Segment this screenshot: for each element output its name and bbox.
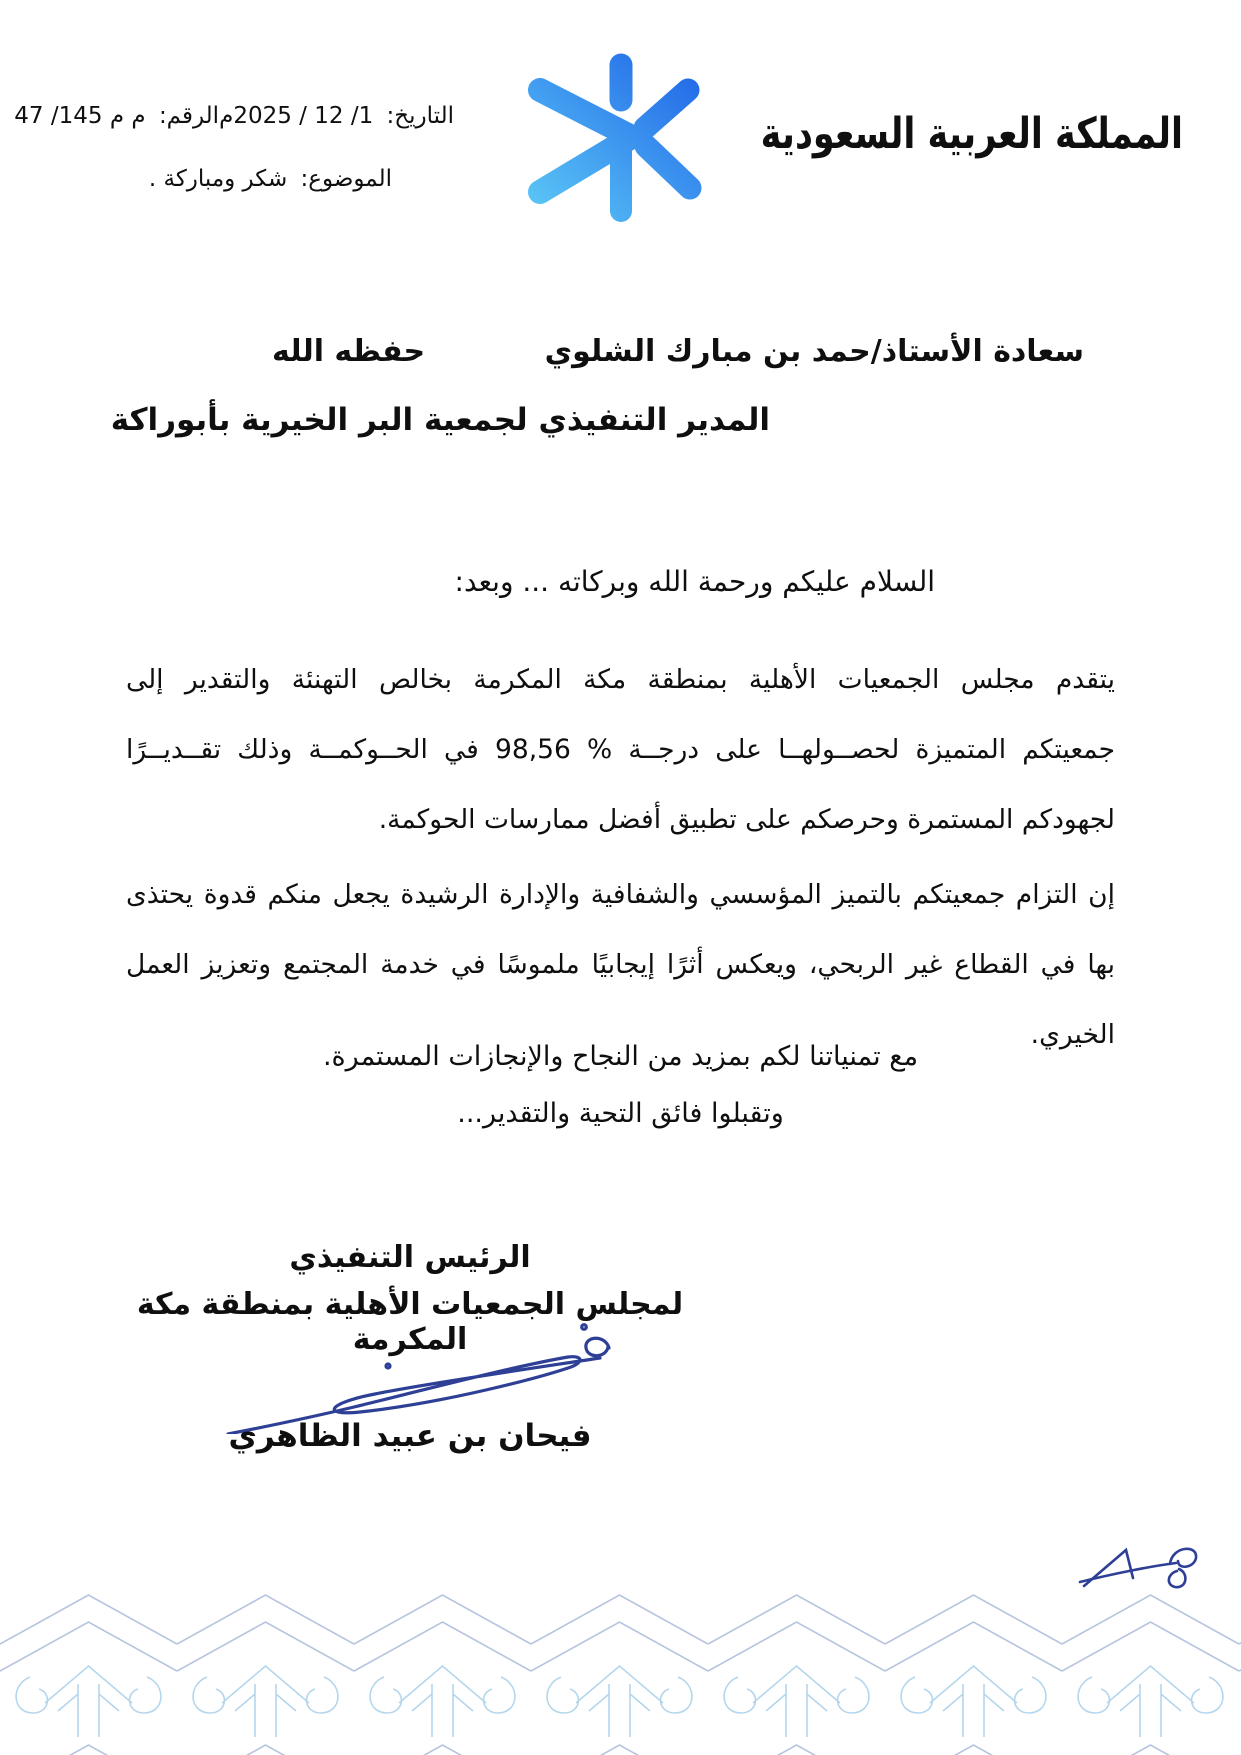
- ref-field: [14, 103, 219, 129]
- addressee-honorific: حفظه الله: [272, 334, 426, 369]
- closing-line-1: مع تمنياتنا لكم بمزيد من النجاح والإنجازات المستمرة.: [322, 1041, 919, 1072]
- paragraph-1-line-1: يتقدم مجلس الجمعيات الأهلية بمنطقة مكة المكرمة بخالص التهنئة والتقدير إلى: [126, 664, 1115, 695]
- greeting-line: السلام عليكم ورحمة الله وبركاته ... وبعد:: [454, 565, 935, 598]
- paragraph-1-line-3: لجهودكم المستمرة وحرصكم على تطبيق أفضل ممارسات الحوكمة.: [378, 804, 1115, 835]
- addressee-title: المدير التنفيذي لجمعية البر الخيرية بأبوراكة: [110, 402, 770, 438]
- paragraph-1: [126, 645, 1115, 855]
- subject-label: الموضوع:: [300, 166, 392, 192]
- subject-field: [149, 166, 392, 192]
- addressee-name: سعادة الأستاذ/حمد بن مبارك الشلوي: [544, 334, 1084, 369]
- date-field: [219, 103, 454, 129]
- closing-block: [126, 1028, 1115, 1142]
- paragraph-2-line-2: بها في القطاع غير الربحي، ويعكس أثرًا إيجابيًا ملموسًا في خدمة المجتمع وتعزيز العمل الخيري.: [126, 949, 1115, 1050]
- signer-organization: لمجلس الجمعيات الأهلية بمنطقة مكة المكرمة: [136, 1287, 684, 1357]
- ref-label: الرقم:: [158, 103, 220, 129]
- initials-ink-strokes: [1080, 1549, 1196, 1587]
- signer-role: الرئيس التنفيذي: [289, 1240, 531, 1275]
- kingdom-emblem-calligraphy: المملكة العربية السعودية: [760, 110, 1183, 159]
- subject-value: شكر ومباركة .: [148, 166, 288, 192]
- closing-line-2: وتقبلوا فائق التحية والتقدير...: [457, 1098, 784, 1129]
- addressee-line: [272, 334, 1084, 369]
- logo-strokes: [540, 65, 690, 211]
- paragraph-2-line-1: إن التزام جمعيتكم بالتميز المؤسسي والشفافية والإدارة الرشيدة يجعل منكم قدوة يحتذى: [126, 879, 1115, 910]
- date-value: 1/ 12 / 2025م: [219, 103, 374, 129]
- signer-name: فيحان بن عبيد الظاهري: [228, 1418, 592, 1454]
- footer-pattern-fill: [0, 1587, 1241, 1755]
- council-logo-icon: [518, 40, 708, 245]
- ref-value: م م 145/ 47: [14, 103, 146, 129]
- date-label: التاريخ:: [386, 103, 454, 129]
- footer-pattern: [0, 1587, 1241, 1755]
- paragraph-1-line-2: جمعيتكم المتميزة لحصــولهــا على درجــة % 98,56 في الحــوكمــة وذلك تقــديــرًا: [126, 734, 1115, 765]
- date-ref-row: [14, 103, 454, 129]
